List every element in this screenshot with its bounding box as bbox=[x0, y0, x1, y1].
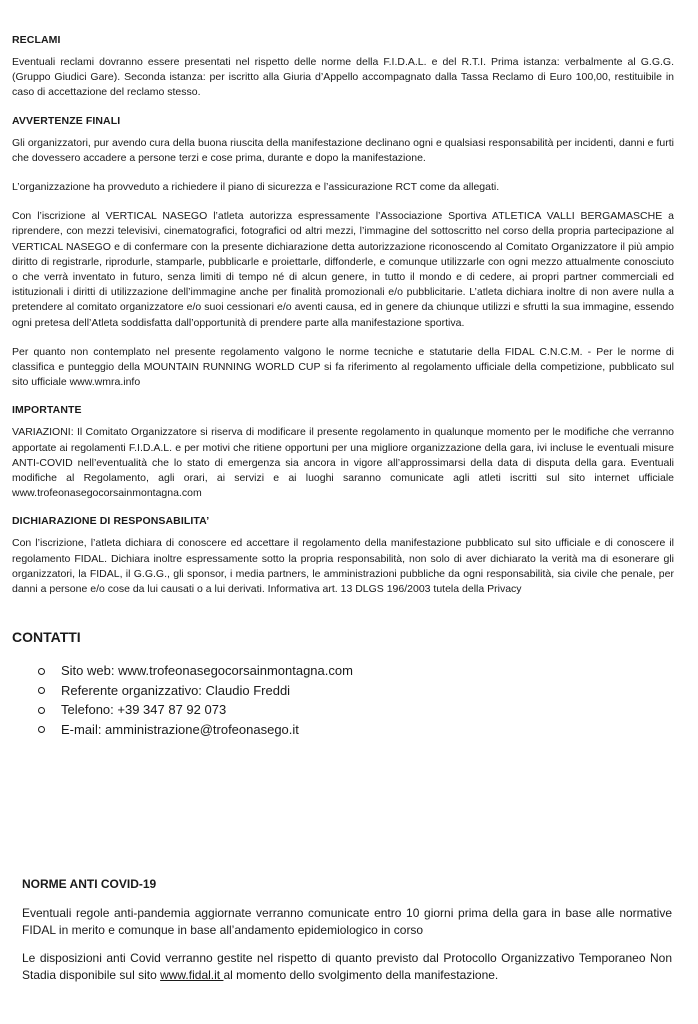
avvertenze-paragraph-2: L’organizzazione ha provveduto a richiedere il piano di sicurezza e l’assicurazione RCT come da allegati. bbox=[12, 181, 500, 194]
circle-bullet-icon bbox=[38, 687, 45, 694]
avvertenze-paragraph-1: Gli organizzatori, pur avendo cura della buona riuscita della manifestazione declinano ogni e qualsiasi responsabilità per incidenti, danni e furti che dovessero accadere a persone terzi e cose prima, durante e dopo la manifestazione. bbox=[12, 136, 674, 164]
circle-bullet-icon bbox=[38, 707, 45, 714]
covid-paragraph-2-start: Le disposizioni anti Covid verranno gestite nel rispetto di quanto previsto dal Protocollo Organizzativo Temporaneo Non Stadia disponibile sul sito bbox=[22, 951, 672, 982]
regulation-document bbox=[12, 34, 674, 739]
covid-heading: NORME ANTI COVID-19 bbox=[22, 877, 157, 891]
avvertenze-paragraph-4: Per quanto non contemplato nel presente regolamento valgono le norme tecniche e statutarie della FIDAL C.N.C.M. - Per le norme di classifica e punteggio della MOUNTAIN RUNNING WORLD CUP si fa riferimento al regolamento ufficiale della competizione, pubblicato sul sito ufficiale www.wmra.info bbox=[12, 345, 674, 389]
circle-bullet-icon bbox=[38, 668, 45, 675]
dichiarazione-text: Con l’iscrizione, l’atleta dichiara di conoscere ed accettare il regolamento della manifestazione pubblicato sul sito ufficiale e di conoscere il regolamento FIDAL. Dichiara inoltre espressamente sotto la propria responsabilità, non solo di aver dichiarato la verità ma di esonerare gli organizzatori, la FIDAL, il G.G.G., gli sponsor, i media partners, le amministrazioni pubbliche da ogni responsabilità, sia civile che penale, per danni a persone e/o cose da lui causati o a lui derivati. Informativa art. 13 DLGS 196/2003 tutela della Privacy bbox=[12, 537, 674, 596]
covid-paragraph-2 bbox=[22, 950, 672, 983]
contact-website bbox=[38, 661, 674, 681]
importante-heading: IMPORTANTE bbox=[12, 404, 82, 417]
contact-website-text: Sito web: www.trofeonasegocorsainmontagna.com bbox=[61, 663, 353, 679]
contact-list bbox=[38, 661, 674, 739]
avvertenze-paragraph-3: Con l’iscrizione al VERTICAL NASEGO l’atleta autorizza espressamente l’Associazione Sportiva ATLETICA VALLI BERGAMASCHE a riprendere, con mezzi televisivi, cinematografici, fotografici od altri mezzi, l’immagine del sottoscritto nel corso della propria partecipazione al VERTICAL NASEGO e di confermare con la presente dichiarazione detta autorizzazione riconoscendo al Comitato Organizzatore il più ampio diritto di registrarle, riprodurle, stamparle, pubblicarle e proiettarle, diffonderle, e comunque utilizzarle con ogni mezzo attualmente conosciuto o che verrà inventato in futuro, senza limiti di tempo né di alcun genere, in tutto il mondo e di cedere, ai propri partner commerciali ed istituzionali i diritti di utilizzazione dell’immagine anche per finalità promozionali e/o pubblicitarie. L’atleta dichiara inoltre di non avere nulla a pretendere al comitato organizzatore e/o suoi cessionari e/o aventi causa, ed in genere da chiunque utilizzi e sfrutti la sua immagine, essendo ogni pretesa dell’Atleta soddisfatta dall’opportunità di prendere parte alla manifestazione sportiva. bbox=[12, 210, 674, 329]
contact-email bbox=[38, 720, 674, 740]
contact-referente bbox=[38, 681, 674, 701]
contact-phone bbox=[38, 700, 674, 720]
dichiarazione-heading: DICHIARAZIONE DI RESPONSABILITA’ bbox=[12, 515, 210, 528]
covid-section bbox=[22, 877, 672, 995]
importante-text: VARIAZIONI: Il Comitato Organizzatore si riserva di modificare il presente regolamento in qualunque momento per le modifiche che verranno apportate ai regolamenti F.I.D.A.L. e per motivi che ritiene opportuni per una migliore organizzazione della gara, ivi incluse le eventuali misure ANTI-COVID nell’eventualità che lo stato di emergenza sia ancora in vigore all’approssimarsi della data di disputa della gara. Eventuali modifiche al Regolamento, agli orari, ai servizi e ai luoghi saranno comunicate agli atleti iscritti sul sito internet ufficiale www.trofeonasegocorsainmontagna.com bbox=[12, 426, 674, 500]
fidal-link[interactable]: www.fidal.it bbox=[160, 967, 224, 982]
circle-bullet-icon bbox=[38, 726, 45, 733]
reclami-heading: RECLAMI bbox=[12, 34, 61, 46]
contact-phone-text: Telefono: +39 347 87 92 073 bbox=[61, 702, 227, 718]
reclami-text: Eventuali reclami dovranno essere presentati nel rispetto delle norme della F.I.D.A.L. e del R.T.I. Prima istanza: verbalmente al G.G.G. (Gruppo Giudici Gare). Seconda istanza: per iscritto alla Giuria d’Appello accompagnato dalla Tassa Reclamo di Euro 100,00, restituibile in caso di accettazione del reclamo stesso. bbox=[12, 56, 674, 99]
contact-email-text: E-mail: amministrazione@trofeonasego.it bbox=[61, 721, 299, 737]
covid-paragraph-1: Eventuali regole anti-pandemia aggiornate verranno comunicate entro 10 giorni prima della gara in base alle normative FIDAL in merito e comunque in base all’andamento epidemiologico in corso bbox=[22, 906, 672, 937]
covid-paragraph-2-end: al momento dello svolgimento della manifestazione. bbox=[223, 967, 499, 982]
contact-referente-text: Referente organizzativo: Claudio Freddi bbox=[61, 682, 291, 698]
avvertenze-heading: AVVERTENZE FINALI bbox=[12, 114, 121, 127]
contatti-heading: CONTATTI bbox=[12, 629, 81, 646]
